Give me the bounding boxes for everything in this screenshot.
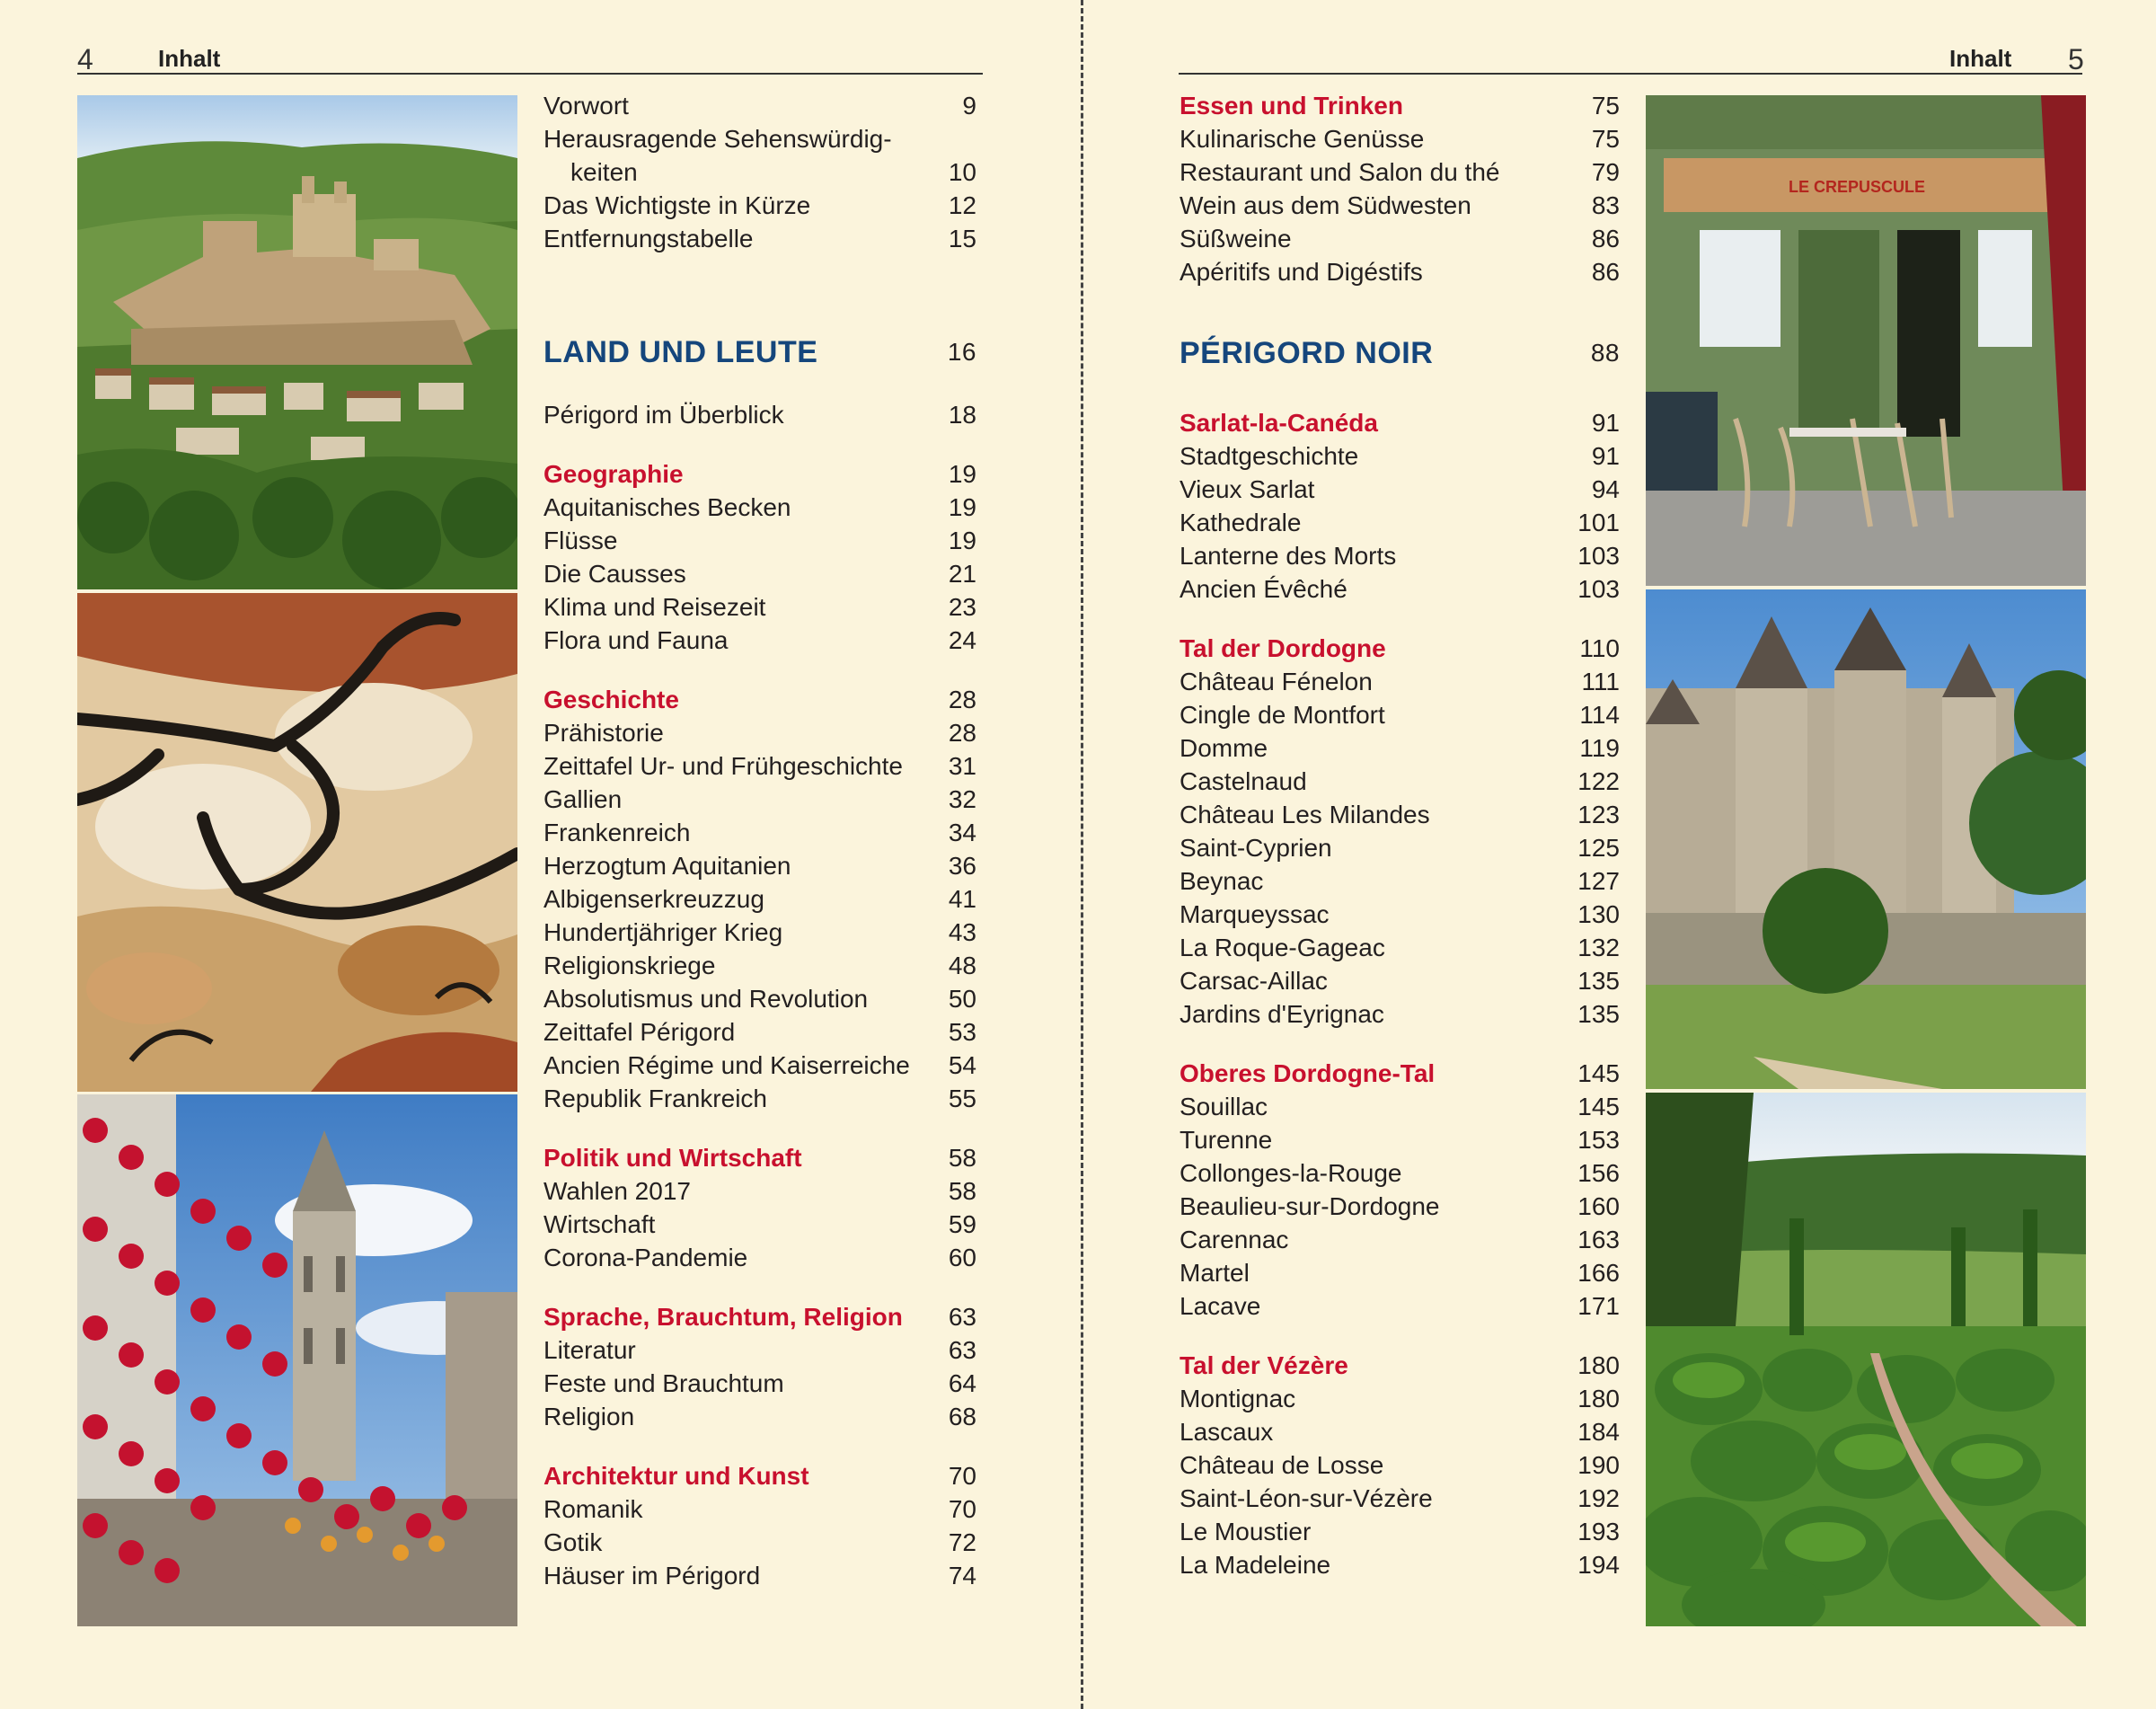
toc-entry[interactable]: Carennac 163: [1180, 1226, 1620, 1253]
toc-entry[interactable]: Wein aus dem Südwesten 83: [1180, 191, 1620, 219]
toc-entry[interactable]: Cingle de Montfort 114: [1180, 701, 1620, 729]
toc-entry[interactable]: Feste und Brauchtum 64: [543, 1369, 976, 1397]
toc-entry[interactable]: keiten 10: [570, 158, 976, 186]
toc-entry[interactable]: Prähistorie 28: [543, 719, 976, 747]
toc-category[interactable]: Politik und Wirtschaft 58: [543, 1144, 976, 1172]
toc-entry[interactable]: Restaurant und Salon du thé 79: [1180, 158, 1620, 186]
toc-entry[interactable]: Kathedrale 101: [1180, 509, 1620, 536]
toc-entry[interactable]: Hundertjähriger Krieg 43: [543, 918, 976, 946]
toc-entry[interactable]: Ancien Régime und Kaiserreiche 54: [543, 1051, 976, 1079]
toc-entry[interactable]: Wahlen 2017 58: [543, 1177, 976, 1205]
toc-entry[interactable]: Saint-Cyprien 125: [1180, 834, 1620, 862]
toc-entry[interactable]: Saint-Léon-sur-Vézère 192: [1180, 1484, 1620, 1512]
running-header: Inhalt: [1949, 45, 2012, 72]
toc-entry[interactable]: Castelnaud 122: [1180, 767, 1620, 795]
toc-entry[interactable]: Romanik 70: [543, 1495, 976, 1523]
toc-entry[interactable]: Wirtschaft 59: [543, 1210, 976, 1238]
topiary-garden-photo: [1646, 1093, 2086, 1626]
toc-entry[interactable]: Lanterne des Morts 103: [1180, 542, 1620, 570]
toc-category[interactable]: Geographie 19: [543, 460, 976, 488]
toc-category[interactable]: Tal der Dordogne 110: [1180, 634, 1620, 662]
toc-entry[interactable]: Château Les Milandes 123: [1180, 801, 1620, 828]
toc-entry[interactable]: Häuser im Périgord 74: [543, 1562, 976, 1589]
toc-category[interactable]: Essen und Trinken 75: [1180, 92, 1620, 120]
toc-entry[interactable]: Lascaux 184: [1180, 1418, 1620, 1446]
toc-entry[interactable]: Périgord im Überblick 18: [543, 401, 976, 429]
toc-entry[interactable]: Klima und Reisezeit 23: [543, 593, 976, 621]
toc-entry[interactable]: Vorwort 9: [543, 92, 976, 120]
section-heading[interactable]: PÉRIGORD NOIR 88: [1180, 336, 1620, 370]
toc-entry[interactable]: Château de Losse 190: [1180, 1451, 1620, 1479]
section-heading[interactable]: LAND UND LEUTE 16: [543, 335, 976, 369]
toc-intro: [543, 89, 976, 255]
castle-on-cliff-photo: [77, 95, 517, 589]
toc-category[interactable]: Geschichte 28: [543, 686, 976, 713]
toc-entry[interactable]: Aquitanisches Becken 19: [543, 493, 976, 521]
toc-entry[interactable]: Turenne 153: [1180, 1126, 1620, 1154]
toc-entry[interactable]: La Madeleine 194: [1180, 1551, 1620, 1579]
toc-entry[interactable]: Carsac-Aillac 135: [1180, 967, 1620, 995]
toc-entry[interactable]: Gotik 72: [543, 1528, 976, 1556]
toc-entry[interactable]: Süßweine 86: [1180, 225, 1620, 252]
toc-category[interactable]: Tal der Vézère 180: [1180, 1351, 1620, 1379]
page-number: 5: [2068, 43, 2084, 75]
page-number: 4: [77, 43, 93, 75]
toc-entry[interactable]: Vieux Sarlat 94: [1180, 475, 1620, 503]
toc-entry[interactable]: Entfernungstabelle 15: [543, 225, 976, 252]
header-rule: [77, 73, 983, 75]
toc-entry[interactable]: Beynac 127: [1180, 867, 1620, 895]
toc-left: [543, 89, 976, 1592]
toc-entry[interactable]: Frankenreich 34: [543, 819, 976, 846]
toc-entry[interactable]: Herzogtum Aquitanien 36: [543, 852, 976, 880]
toc-entry[interactable]: Republik Frankreich 55: [543, 1085, 976, 1112]
toc-entry[interactable]: Religion 68: [543, 1403, 976, 1430]
toc-entry[interactable]: Religionskriege 48: [543, 952, 976, 979]
cafe-terrace-photo: [1646, 95, 2086, 586]
toc-entry[interactable]: Literatur 63: [543, 1336, 976, 1364]
toc-entry[interactable]: Jardins d'Eyrignac 135: [1180, 1000, 1620, 1028]
festival-street-photo: [77, 1094, 517, 1626]
toc-entry[interactable]: Apéritifs und Digéstifs 86: [1180, 258, 1620, 286]
toc-entry[interactable]: Zeittafel Périgord 53: [543, 1018, 976, 1046]
toc-entry[interactable]: Flora und Fauna 24: [543, 626, 976, 654]
toc-entry[interactable]: Stadtgeschichte 91: [1180, 442, 1620, 470]
toc-entry[interactable]: Herausragende Sehenswürdig-: [543, 125, 892, 153]
toc-entry[interactable]: Martel 166: [1180, 1259, 1620, 1287]
toc-entry[interactable]: Absolutismus und Revolution 50: [543, 985, 976, 1013]
toc-entry[interactable]: Kulinarische Genüsse 75: [1180, 125, 1620, 153]
cafe-sign-text: LE CREPUSCULE: [1788, 178, 1926, 196]
toc-entry[interactable]: Die Causses 21: [543, 560, 976, 588]
toc-entry[interactable]: Gallien 32: [543, 785, 976, 813]
toc-category[interactable]: Sprache, Brauchtum, Religion 63: [543, 1303, 976, 1331]
running-header: Inhalt: [158, 45, 221, 72]
toc-entry[interactable]: Montignac 180: [1180, 1385, 1620, 1412]
toc-right: [1180, 89, 1620, 1581]
toc-entry[interactable]: Souillac 145: [1180, 1093, 1620, 1120]
toc-category[interactable]: Sarlat-la-Canéda 91: [1180, 409, 1620, 437]
toc-entry[interactable]: Corona-Pandemie 60: [543, 1244, 976, 1271]
toc-entry[interactable]: Zeittafel Ur- und Frühgeschichte 31: [543, 752, 976, 780]
toc-entry[interactable]: Ancien Évêché 103: [1180, 575, 1620, 603]
toc-entry[interactable]: Albigenserkreuzzug 41: [543, 885, 976, 913]
toc-category[interactable]: Oberes Dordogne-Tal 145: [1180, 1059, 1620, 1087]
chateau-towers-photo: [1646, 589, 2086, 1089]
toc-entry[interactable]: Beaulieu-sur-Dordogne 160: [1180, 1192, 1620, 1220]
cave-painting-photo: [77, 593, 517, 1092]
toc-entry[interactable]: Marqueyssac 130: [1180, 900, 1620, 928]
toc-entry[interactable]: Domme 119: [1180, 734, 1620, 762]
toc-entry[interactable]: Collonges-la-Rouge 156: [1180, 1159, 1620, 1187]
toc-entry[interactable]: Château Fénelon 111: [1180, 668, 1620, 695]
right-page: [1083, 0, 2156, 1709]
toc-entry[interactable]: Le Moustier 193: [1180, 1518, 1620, 1545]
header-rule: [1179, 73, 2082, 75]
toc-entry[interactable]: La Roque-Gageac 132: [1180, 934, 1620, 961]
toc-entry[interactable]: Flüsse 19: [543, 527, 976, 554]
toc-entry[interactable]: Das Wichtigste in Kürze 12: [543, 191, 976, 219]
toc-entry[interactable]: Lacave 171: [1180, 1292, 1620, 1320]
toc-category[interactable]: Architektur und Kunst 70: [543, 1462, 976, 1490]
